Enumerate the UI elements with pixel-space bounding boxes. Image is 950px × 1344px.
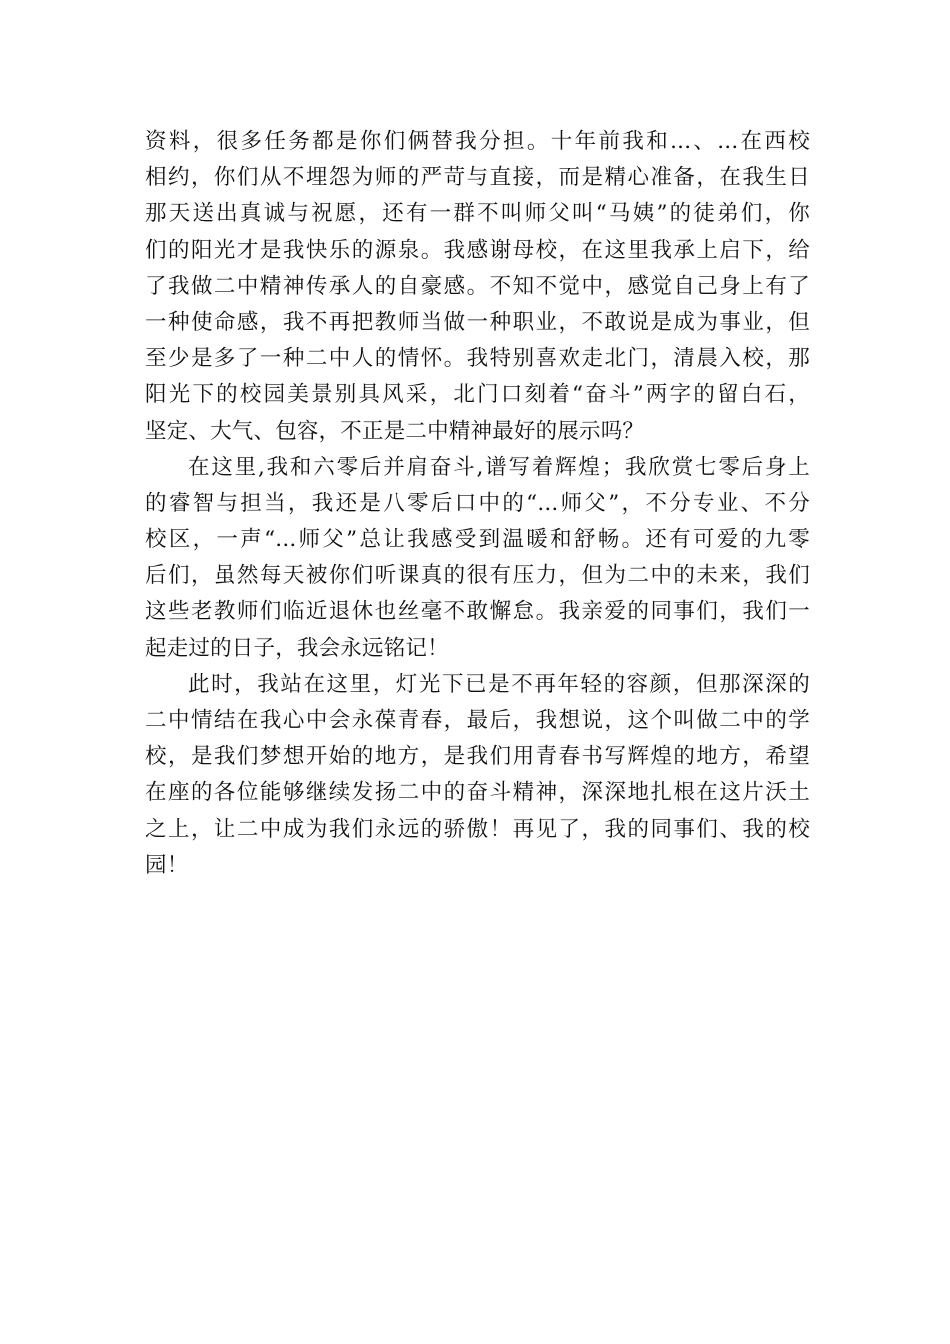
text-line: 至少是多了一种二中人的情怀。我特别喜欢走北门，清晨入校，那 xyxy=(145,346,810,372)
text-line: 了我做二中精神传承人的自豪感。不知不觉中，感觉自己身上有了 xyxy=(145,273,810,299)
text-line: 后们，虽然每天被你们听课真的很有压力，但为二中的未来，我们 xyxy=(145,563,810,589)
text-line: 一种使命感，我不再把教师当做一种职业，不敢说是成为事业，但 xyxy=(145,309,810,335)
text-line: 在这里,我和六零后并肩奋斗,谱写着辉煌；我欣赏七零后身上 xyxy=(188,454,810,480)
text-line: 相约，你们从不埋怨为师的严苛与直接，而是精心准备，在我生日 xyxy=(145,165,810,191)
text-line: 坚定、大气、包容，不正是二中精神最好的展示吗？ xyxy=(145,418,645,444)
text-line: 二中情结在我心中会永葆青春，最后，我想说，这个叫做二中的学 xyxy=(145,708,810,733)
text-line: 此时，我站在这里，灯光下已是不再年轻的容颜，但那深深的 xyxy=(188,671,810,697)
text-line: 起走过的日子，我会永远铭记！ xyxy=(145,635,449,661)
text-line: 园！ xyxy=(145,852,189,878)
text-line: 这些老教师们临近退休也丝毫不敢懈怠。我亲爱的同事们，我们一 xyxy=(145,599,810,625)
document-body xyxy=(145,124,810,884)
text-line: 那天送出真诚与祝愿，还有一群不叫师父叫“马姨”的徒弟们，你 xyxy=(145,201,810,227)
text-line: 校区，一声“...师父”总让我感受到温暖和舒畅。还有可爱的九零 xyxy=(145,527,810,553)
text-line: 阳光下的校园美景别具风采，北门口刻着“奋斗”两字的留白石， xyxy=(145,382,810,408)
paragraph-1 xyxy=(145,124,810,450)
text-line: 在座的各位能够继续发扬二中的奋斗精神，深深地扎根在这片沃土 xyxy=(145,780,810,806)
text-line: 资料，很多任务都是你们俩替我分担。十年前我和...、...在西校 xyxy=(145,129,810,154)
text-line: 之上，让二中成为我们永远的骄傲！再见了，我的同事们、我的校 xyxy=(145,816,810,842)
paragraph-2 xyxy=(145,450,810,667)
text-line: 校，是我们梦想开始的地方，是我们用青春书写辉煌的地方，希望 xyxy=(145,744,810,770)
paragraph-3 xyxy=(145,667,810,884)
text-line: 的睿智与担当，我还是八零后口中的“...师父”，不分专业、不分 xyxy=(145,490,810,516)
text-line: 们的阳光才是我快乐的源泉。我感谢母校，在这里我承上启下，给 xyxy=(145,237,810,263)
